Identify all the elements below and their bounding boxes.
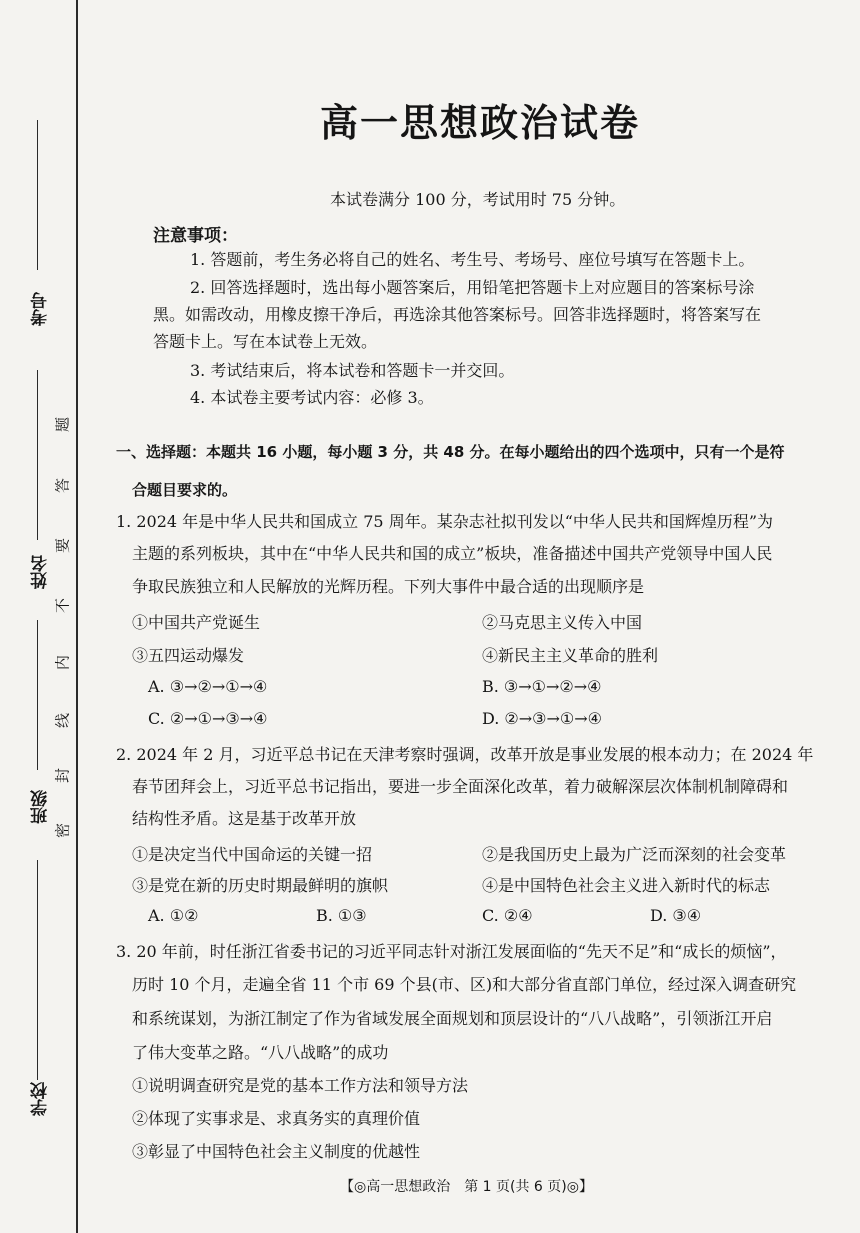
q1-item: ③五四运动爆发 [132,646,245,665]
xuexiao-blank-line [37,860,38,1080]
seal-char: 密 [53,823,72,839]
q1-item: ②马克思主义传入中国 [482,613,643,632]
q3-stem: 和系统谋划，为浙江制定了作为省域发展全面规划和顶层设计的“八八战略”，引领浙江开启 [132,1009,773,1028]
q1-stem: 主题的系列板块，其中在“中华人民共和国的成立”板块，准备描述中国共产党领导中国人民 [132,544,773,563]
xuexiao-label: 学校 [31,1082,51,1116]
seal-char: 要 [53,538,72,554]
page-footer: 【◎高一思想政治 第 1 页(共 6 页)◎】 [340,1179,593,1195]
kaohao-label: 考号 [31,292,51,326]
notes-line: 1. 答题前，考生务必将自己的姓名、考生号、考场号、座位号填写在答题卡上。 [190,250,755,269]
banji-label: 班级 [31,790,51,824]
q2-option-b[interactable]: B. ①③ [316,906,367,925]
q3-stem: 了伟大变革之路。“八八战略”的成功 [132,1043,389,1062]
q1-item: ①中国共产党诞生 [132,613,261,632]
notes-line: 2. 回答选择题时，选出每小题答案后，用铅笔把答题卡上对应题目的答案标号涂 [190,278,755,297]
seal-char: 封 [53,768,72,784]
q2-item: ②是我国历史上最为广泛而深刻的社会变革 [482,845,787,864]
q1-option-c[interactable]: C. ②→①→③→④ [148,709,268,728]
seal-char: 内 [53,655,72,671]
q1-option-d[interactable]: D. ②→③→①→④ [482,709,603,728]
xingming-label: 姓名 [31,555,51,589]
q1-item: ④新民主主义革命的胜利 [482,646,659,665]
notes-line: 3. 考试结束后，将本试卷和答题卡一并交回。 [190,361,515,380]
q3-item: ①说明调查研究是党的基本工作方法和领导方法 [132,1076,469,1095]
q3-item: ③彰显了中国特色社会主义制度的优越性 [132,1142,421,1161]
q2-item: ④是中国特色社会主义进入新时代的标志 [482,876,771,895]
q3-stem: 3. 20 年前，时任浙江省委书记的习近平同志针对浙江发展面临的“先天不足”和“成长的烦恼”， [116,942,787,961]
seal-char: 不 [53,598,72,614]
q3-stem: 历时 10 个月，走遍全省 11 个市 69 个县(市、区)和大部分省直部门单位，经过深入调查研究 [132,975,797,994]
q2-option-c[interactable]: C. ②④ [482,906,533,925]
q3-item: ②体现了实事求是、求真务实的真理价值 [132,1109,421,1128]
seal-char: 答 [53,478,72,494]
q1-option-a[interactable]: A. ③→②→①→④ [148,677,268,696]
q2-option-d[interactable]: D. ③④ [650,906,702,925]
seal-char: 线 [53,713,72,729]
exam-info: 本试卷满分 100 分，考试用时 75 分钟。 [330,190,626,209]
margin-rule-outer [76,0,78,1233]
q2-stem: 2. 2024 年 2 月，习近平总书记在天津考察时强调，改革开放是事业发展的根本动力；在 2024 年 [116,745,814,764]
q2-stem: 结构性矛盾。这是基于改革开放 [132,809,357,828]
kaohao-blank-line [37,120,38,270]
seal-char: 题 [53,417,72,433]
notes-heading: 注意事项： [153,226,238,246]
banji-blank-line [37,620,38,770]
q2-item: ①是决定当代中国命运的关键一招 [132,845,373,864]
binding-margin [0,0,80,1233]
q1-option-b[interactable]: B. ③→①→②→④ [482,677,602,696]
section-heading: 一、选择题：本题共 16 小题，每小题 3 分，共 48 分。在每小题给出的四个选项中，只有一个是符 [116,443,785,461]
q2-stem: 春节团拜会上，习近平总书记指出，要进一步全面深化改革，着力破解深层次体制机制障碍和 [132,777,789,796]
notes-line: 黑。如需改动，用橡皮擦干净后，再选涂其他答案标号。回答非选择题时，将答案写在 [153,305,762,324]
notes-line: 4. 本试卷主要考试内容：必修 3。 [190,388,434,407]
q2-option-a[interactable]: A. ①② [148,906,199,925]
q2-item: ③是党在新的历史时期最鲜明的旗帜 [132,876,389,895]
section-heading-cont: 合题目要求的。 [132,481,238,499]
page-title: 高一思想政治试卷 [319,101,640,145]
q1-stem: 争取民族独立和人民解放的光辉历程。下列大事件中最合适的出现顺序是 [132,577,645,596]
notes-line: 答题卡上。写在本试卷上无效。 [153,332,378,351]
q1-stem: 1. 2024 年是中华人民共和国成立 75 周年。某杂志社拟刊发以“中华人民共和国辉煌历程”为 [116,512,774,531]
xingming-blank-line [37,370,38,540]
